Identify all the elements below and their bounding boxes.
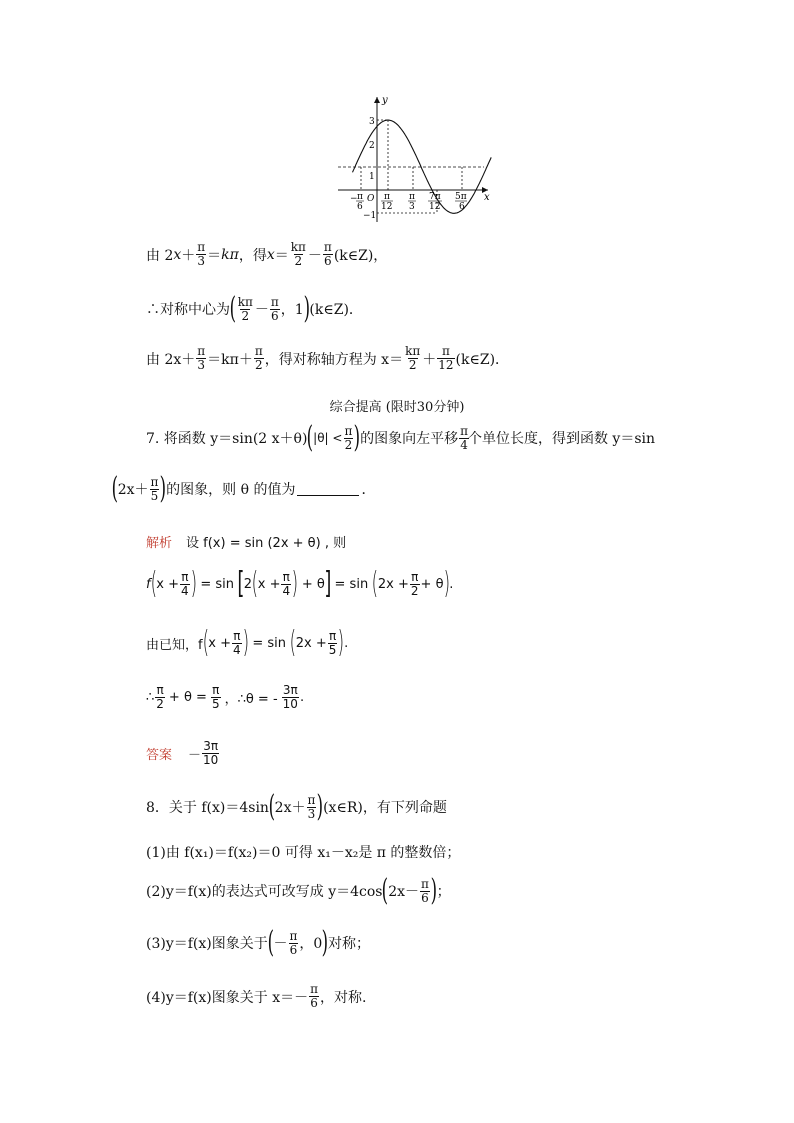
solution-line1: 解析 设 f(x) = sin (2x + θ) , 则 — [146, 532, 346, 551]
x-tick-5pi6-num: 5π — [455, 192, 467, 202]
proposition-3: (3)y＝f(x)图象关于 ( － $\frac{\pi}{6}$ ，0 ) 对称； — [146, 925, 370, 960]
x-tick-neg-pi6-den: 6 — [357, 202, 363, 212]
origin-label: O — [367, 194, 375, 204]
y-tick-3: 3 — [369, 117, 375, 127]
sine-graph — [0, 0, 794, 240]
question-7-line1: 7. 将函数 y＝sin(2 x＋θ) ( |θ| < $\frac{\pi}{2}$ ) 的图象向左平移 $\frac{\pi}{4}$ 个单位长度，得到函数 y＝sin — [146, 420, 656, 455]
symmetry-axis-line: 由 2x＋ $\frac{\pi}{3}$ ＝kπ＋ $\frac{\pi}{2}$ ，得对称轴方程为 x＝ $\frac{k\pi}{2}$ ＋ $\frac{\pi}{12}$ (k∈Z)． — [146, 344, 510, 372]
proposition-2: (2)y＝f(x)的表达式可改写成 y＝4cos ( 2x－ $\frac{\pi}{6}$ ) ； — [146, 873, 451, 908]
x-tick-neg-pi6-num: π — [357, 192, 363, 202]
x-tick-pi12-num: π — [384, 192, 390, 202]
answer-blank — [297, 483, 359, 496]
jiexi-label: 解析 — [146, 536, 173, 551]
frac-pi-6: $\frac{\pi}{6}$ — [323, 240, 332, 268]
question-7-line2: ( 2x＋ $\frac{\pi}{5}$ ) 的图象，则 θ 的值为 ． — [111, 471, 376, 506]
answer-line: 答案 － $\frac{3\pi}{10}$ — [146, 739, 219, 767]
symmetry-center-line: ∴对称中心为 ( $\frac{k\pi}{2}$ － $\frac{\pi}{6}$ ，1 ) (k∈Z)． — [146, 291, 363, 326]
x-tick-pi12-den: 12 — [381, 202, 393, 212]
y-tick-neg1: −1 — [363, 211, 377, 221]
solution-line3: 由已知，f ( x + $\frac{\pi}{4}$ ) = sin ( 2x + $\frac{\pi}{5}$ ) . — [146, 625, 349, 660]
section-heading: 综合提高 (限时30分钟) — [329, 400, 465, 415]
y-axis-arrow — [374, 97, 380, 103]
x-tick-7pi12-num: 7π — [429, 192, 441, 202]
x-tick-pi3-den: 3 — [409, 202, 415, 212]
x-tick-pi3-num: π — [409, 192, 415, 202]
y-tick-1: 1 — [369, 172, 375, 182]
proposition-1: (1)由 f(x₁)＝f(x₂)＝0 可得 x₁－x₂是 π 的整数倍； — [146, 845, 461, 861]
x-tick-neg-sign: − — [350, 194, 358, 204]
solution-line4: ∴ $\frac{\pi}{2}$ + θ = $\frac{\pi}{5}$ ，∴θ = - $\frac{3\pi}{10}$ . — [146, 683, 305, 711]
answer-label: 答案 — [146, 748, 173, 763]
solution-line2: f ( x + $\frac{\pi}{4}$ ) = sin [ 2 ( x + $\frac{\pi}{4}$ ) + θ ] = sin ( 2x + $\frac{\pi}{2}$ + θ ) . — [146, 566, 454, 601]
frac-pi-3: $\frac{\pi}{3}$ — [197, 240, 206, 268]
axis-label-x: x — [484, 192, 490, 203]
x-tick-5pi6-den: 6 — [459, 202, 465, 212]
frac-kpi-2: $\frac{k\pi}{2}$ — [290, 240, 306, 268]
question-8-line: 8．关于 f(x)＝4sin ( 2x＋ $\frac{\pi}{3}$ ) (x∈R)，有下列命题 — [146, 789, 447, 824]
y-tick-2: 2 — [369, 141, 375, 151]
axis-label-y: y — [382, 95, 388, 106]
zero-condition-line: 由 2 x ＋ $\frac{\pi}{3}$ ＝ kπ ，得 x ＝ $\frac{k\pi}{2}$ － $\frac{\pi}{6}$ (k∈Z)， — [146, 240, 388, 268]
x-tick-7pi12-den: 12 — [429, 202, 441, 212]
proposition-4: (4)y＝f(x)图象关于 x＝－ $\frac{\pi}{6}$ ，对称. — [146, 982, 367, 1010]
